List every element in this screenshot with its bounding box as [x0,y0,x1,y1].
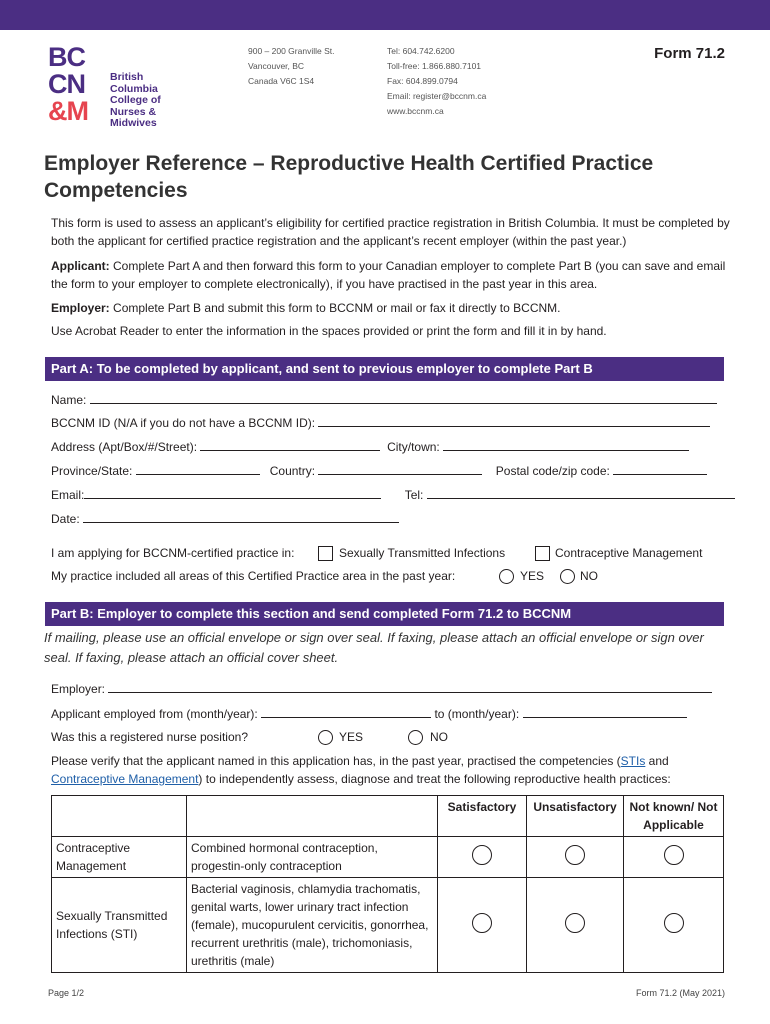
rn-no-label: NO [430,730,448,744]
employed-from-field[interactable] [261,706,431,718]
intro-text: This form is used to assess an applicant’s eligibility for certified practice registration in British Columbia. It must be completed by both the applicant for certified practice registration and the applicant’s recent employer (within the past year.) [51,216,730,248]
contraceptive-checkbox[interactable] [535,546,550,561]
tel-field[interactable] [427,487,735,499]
table-header-row [52,796,724,837]
mailing-note: If mailing, please use an official envelope or sign over seal. If faxing, please attach an official envelope or sign over seal. If faxing, please attach an official cover sheet. [44,630,704,665]
contraceptive-option-label: Contraceptive Management [555,546,703,560]
sti-unsatisfactory-radio[interactable] [565,913,585,933]
province-country-row: Province/State: Country: Postal code/zip code: [51,463,707,479]
logo-letters: BC CN &M [48,42,88,126]
area-cell: Contraceptive Management [52,837,187,878]
acrobat-instructions: Use Acrobat Reader to enter the information in the spaces provided or print the form and fill it in by hand. [51,324,607,338]
part-b-heading: Part B: Employer to complete this section and send completed Form 71.2 to BCCNM [45,602,724,626]
rn-yes-radio[interactable] [318,730,333,745]
address-row: Address (Apt/Box/#/Street): City/town: [51,439,689,455]
bccnm-id-field[interactable] [318,415,710,427]
part-a-heading: Part A: To be completed by applicant, and sent to previous employer to complete Part B [45,357,724,381]
registered-nurse-label: Was this a registered nurse position? [51,730,248,744]
name-row: Name: [51,392,717,408]
practices-cell: Combined hormonal contraception, progestin-only contraception [187,837,438,878]
page-title: Employer Reference – Reproductive Health Certified Practice Competencies [44,152,654,202]
employed-to-field[interactable] [523,706,687,718]
employer-row: Employer: [51,681,712,697]
date-row: Date: [51,511,399,527]
email-field[interactable] [84,487,381,499]
verify-instructions: Please verify that the applicant named in this application has, in the past year, practised the competencies (STIs and Contraceptive Management) to independently assess, diagnose and treat the following reproductive health practices: [51,754,671,786]
form-version: Form 71.2 (May 2021) [635,988,725,998]
contact-info: Tel: 604.742.6200 Toll-free: 1.866.880.7101 Fax: 604.899.0794 Email: register@bccnm.ca www.bccnm.ca [387,46,487,116]
all-areas-yes-radio[interactable] [499,569,514,584]
header-not-known: Not known/ Not Applicable [624,796,724,837]
logo-college-name: British Columbia College of Nurses & Midwives [110,71,161,129]
cm-not-known-radio[interactable] [664,845,684,865]
bccnm-logo [48,44,178,134]
city-field[interactable] [443,439,689,451]
header-unsatisfactory: Unsatisfactory [527,796,624,837]
bccnm-id-row: BCCNM ID (N/A if you do not have a BCCNM ID): [51,415,710,431]
address-field[interactable] [200,439,380,451]
all-areas-no-radio[interactable] [560,569,575,584]
table-row [52,878,724,973]
employer-instructions: Employer: Complete Part B and submit this form to BCCNM or mail or fax it directly to BCCNM. [51,301,561,315]
form-number: Form 71.2 [654,45,725,62]
employment-dates-row: Applicant employed from (month/year): to (month/year): [51,706,687,722]
cm-unsatisfactory-radio[interactable] [565,845,585,865]
all-areas-yes-label: YES [520,569,545,583]
top-banner [0,0,770,30]
country-field[interactable] [318,463,482,475]
header-satisfactory: Satisfactory [438,796,527,837]
applicant-instructions: Applicant: Complete Part A and then forward this form to your Canadian employer to complete Part B (you can save and email the form to your employer to complete electronically), if you have practised in the past year in this area. [51,259,726,291]
sti-checkbox[interactable] [318,546,333,561]
sti-link[interactable]: STIs [620,754,646,768]
email-tel-row: Email: Tel: [51,487,735,503]
page-number: Page 1/2 [48,988,85,998]
date-field[interactable] [83,511,399,523]
province-field[interactable] [136,463,260,475]
area-cell: Sexually Transmitted Infections (STI) [52,878,187,973]
all-areas-label: My practice included all areas of this Certified Practice area in the past year: [51,569,456,583]
name-field[interactable] [90,392,717,404]
sti-not-known-radio[interactable] [664,913,684,933]
sti-satisfactory-radio[interactable] [472,913,492,933]
rn-no-radio[interactable] [408,730,423,745]
table-row [52,837,724,878]
postal-code-field[interactable] [613,463,707,475]
cm-satisfactory-radio[interactable] [472,845,492,865]
competency-table [51,795,724,973]
practices-cell: Bacterial vaginosis, chlamydia trachomatis, genital warts, lower urinary tract infection (female), mucopurulent cervicitis, gonorrhea, recurrent urethritis (male), trichomoniasis, urethritis (male) [187,878,438,973]
applying-for-label: I am applying for BCCNM-certified practice in: [51,546,295,560]
rn-yes-label: YES [339,730,364,744]
mailing-address: 900 – 200 Granville St. Vancouver, BC Canada V6C 1S4 [248,46,335,86]
sti-option-label: Sexually Transmitted Infections [339,546,506,560]
employer-field[interactable] [108,681,712,693]
contraceptive-management-link[interactable]: Contraceptive Management [51,772,199,786]
all-areas-no-label: NO [580,569,598,583]
